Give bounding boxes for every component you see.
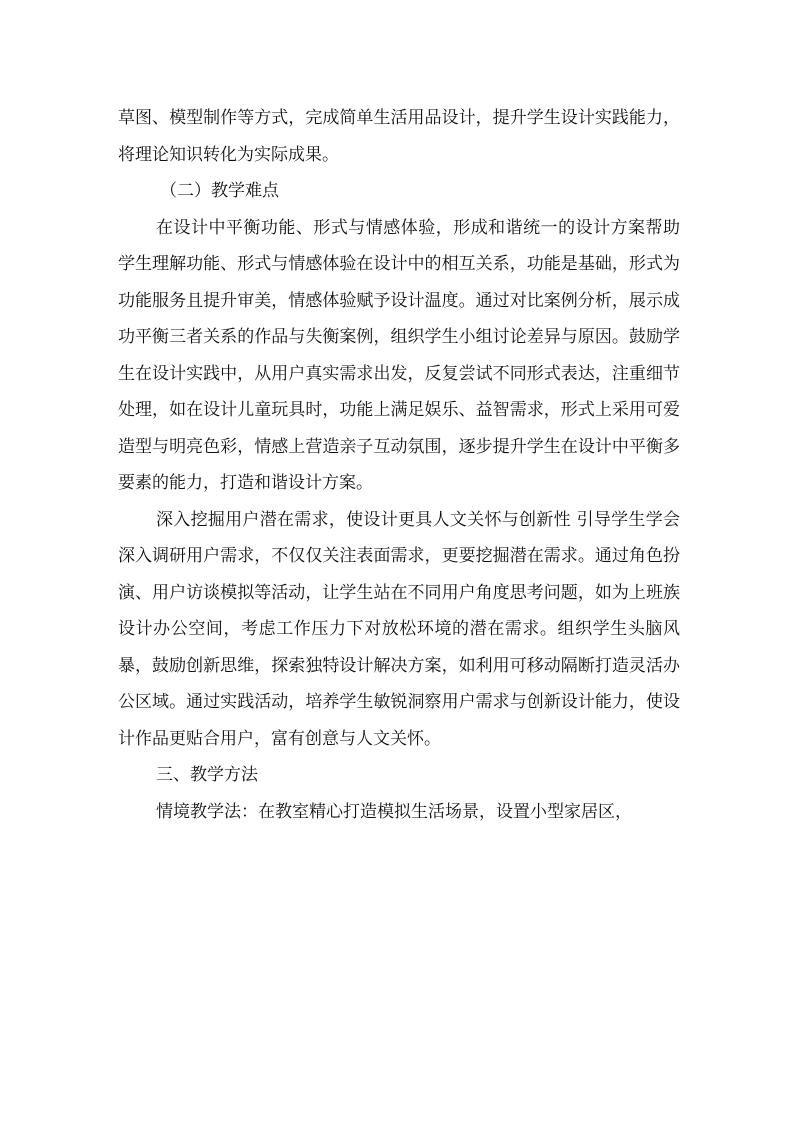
document-body (118, 100, 680, 830)
section-heading-teaching-methods: 三、教学方法 (156, 765, 258, 785)
paragraph-user-needs: 深入挖掘用户潜在需求，使设计更具人文关怀与创新性 引导学生学会深入调研用户需求，不仅仅关注表面需求，更要挖掘潜在需求。通过角色扮演、用户访谈模拟等活动，让学生站在不同用户角度思考问题，如为上班族设计办公空间，考虑工作压力下对放松环境的潜在需求。组织学生头脑风暴，鼓励创新思维，探索独特设计解决方案，如利用可移动隔断打造灵活办公区域。通过实践活动，培养学生敏锐洞察用户需求与创新设计能力，使设计作品更贴合用户，富有创意与人文关怀。 (118, 509, 680, 749)
paragraph-continuation: 草图、模型制作等方式，完成简单生活用品设计，提升学生设计实践能力，将理论知识转化为实际成果。 (118, 108, 680, 165)
section-heading-teaching-difficulties: （二）教学难点 (160, 181, 279, 201)
paragraph-situational-teaching: 情境教学法：在教室精心打造模拟生活场景，设置小型家居区， (156, 801, 632, 822)
paragraph-balance-design: 在设计中平衡功能、形式与情感体验，形成和谐统一的设计方案帮助学生理解功能、形式与情感体验在设计中的相互关系，功能是基础，形式为功能服务且提升审美，情感体验赋予设计温度。通过对比案例分析，展示成功平衡三者关系的作品与失衡案例，组织学生小组讨论差异与原因。鼓励学生在设计实践中，从用户真实需求出发，反复尝试不同形式表达，注重细节处理，如在设计儿童玩具时，功能上满足娱乐、益智需求，形式上采用可爱造型与明亮色彩，情感上营造亲子互动氛围，逐步提升学生在设计中平衡多要素的能力，打造和谐设计方案。 (118, 217, 680, 493)
